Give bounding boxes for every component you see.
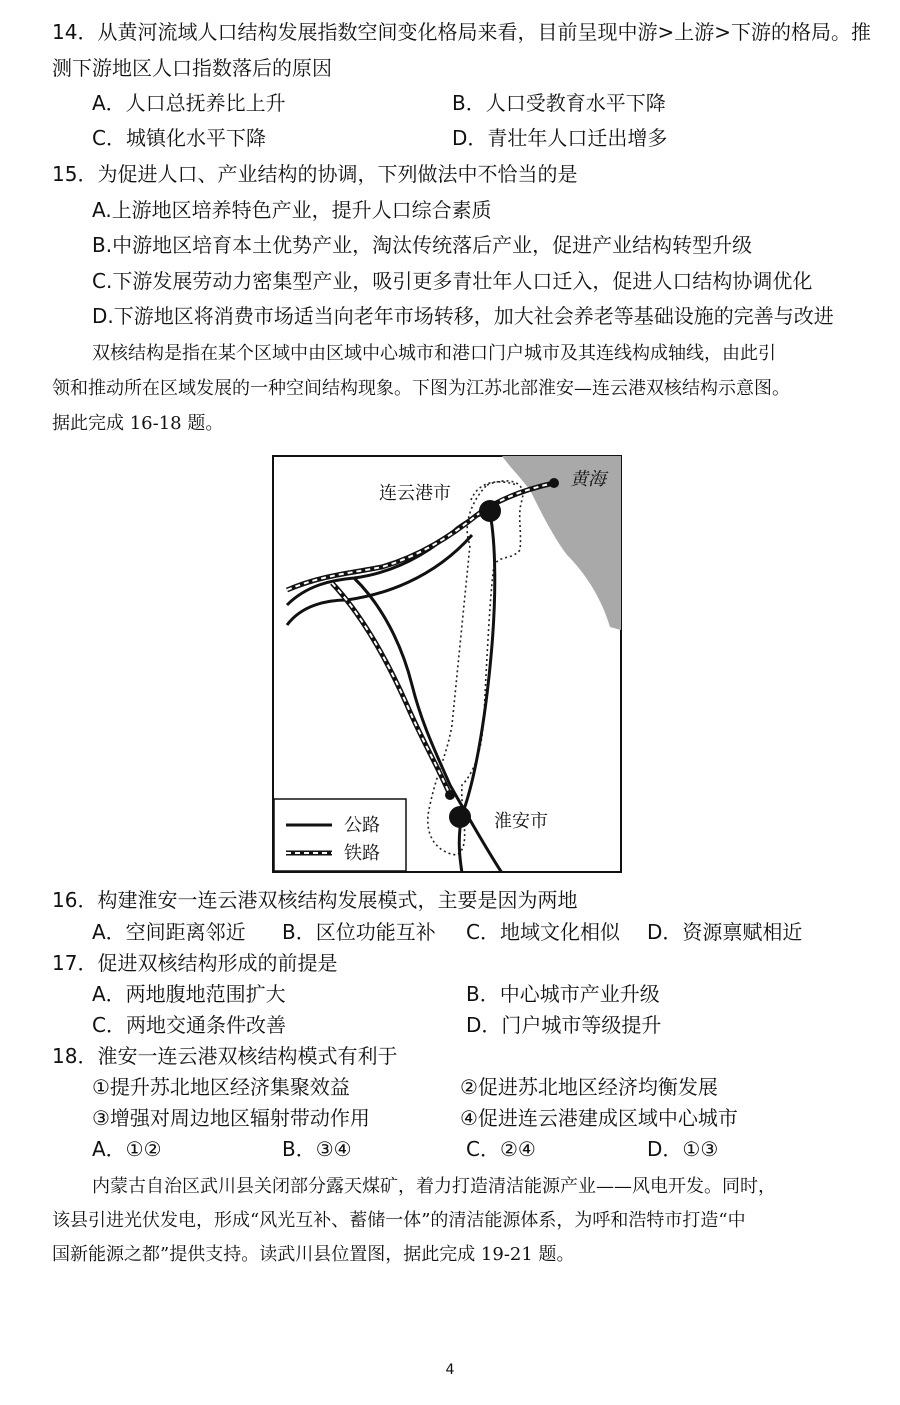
q18-item-3: ③增强对周边地区辐射带动作用 [92,1106,370,1130]
q18-item-1: ①提升苏北地区经济集聚效益 [92,1075,350,1099]
lianyungang-dot [479,500,501,522]
q16-option-d: D．资源禀赋相近 [647,920,803,944]
q14-option-c: C．城镇化水平下降 [92,126,266,150]
passage1-line1: 双核结构是指在某个区域中由区域中心城市和港口门户城市及其连线构成轴线，由此引 [92,343,776,364]
huaian-dot [449,806,471,828]
q18-option-b: B．③④ [282,1137,352,1161]
q16-option-c: C．地域文化相似 [466,920,620,944]
huaian-lianyungang-map [272,455,622,873]
q15-option-b: B.中游地区培育本土优势产业，淘汰传统落后产业，促进产业结构转型升级 [92,233,753,257]
q18-item-4: ④促进连云港建成区域中心城市 [460,1106,738,1130]
page-number: 4 [445,1362,455,1378]
q16-option-b: B．区位功能互补 [282,920,436,944]
map-legend [274,799,406,871]
label-yellow-sea: 黄海 [570,469,606,490]
passage2-line1: 内蒙古自治区武川县关闭部分露天煤矿，着力打造清洁能源产业——风电开发。同时， [92,1176,776,1197]
q17-option-d: D．门户城市等级提升 [466,1013,662,1037]
q16-option-a: A．空间距离邻近 [92,920,246,944]
passage1-line3: 据此完成 16-18 题。 [52,413,224,434]
label-huaian: 淮安市 [494,811,548,832]
passage2-line3: 国新能源之都”提供支持。读武川县位置图，据此完成 19-21 题。 [52,1244,575,1265]
q17-option-c: C．两地交通条件改善 [92,1013,286,1037]
label-lianyungang: 连云港市 [379,483,451,504]
passage2-line2: 该县引进光伏发电，形成“风光互补、蓄储一体”的清洁能源体系，为呼和浩特市打造“中 [52,1210,746,1231]
q14-option-b: B．人口受教育水平下降 [452,91,666,115]
q15-option-d: D.下游地区将消费市场适当向老年市场转移，加大社会养老等基础设施的完善与改进 [92,304,834,328]
q15-stem: 15．为促进人口、产业结构的协调，下列做法中不恰当的是 [52,162,578,186]
passage1-line2: 领和推动所在区域发展的一种空间结构现象。下图为江苏北部淮安—连云港双核结构示意图。 [52,378,790,399]
q14-option-d: D．青壮年人口迁出增多 [452,126,668,150]
q18-option-a: A．①② [92,1137,162,1161]
legend-road-label: 公路 [344,815,380,836]
q14-option-a: A．人口总抚养比上升 [92,91,286,115]
q14-stem-line1: 14．从黄河流域人口结构发展指数空间变化格局来看，目前呈现中游>上游>下游的格局。推 [52,20,871,44]
q17-option-a: A．两地腹地范围扩大 [92,982,286,1006]
q18-item-2: ②促进苏北地区经济均衡发展 [460,1075,718,1099]
q16-stem: 16．构建淮安一连云港双核结构发展模式，主要是因为两地 [52,888,578,912]
q17-stem: 17．促进双核结构形成的前提是 [52,951,338,975]
q14-stem-line2: 测下游地区人口指数落后的原因 [52,56,332,80]
port-dot [549,478,559,488]
huaian-station-dot [445,790,455,800]
q17-option-b: B．中心城市产业升级 [466,982,660,1006]
q18-option-c: C．②④ [466,1137,536,1161]
q18-option-d: D．①③ [647,1137,719,1161]
q18-stem: 18．淮安一连云港双核结构模式有利于 [52,1044,398,1068]
legend-rail-label: 铁路 [344,843,380,864]
q15-option-c: C.下游发展劳动力密集型产业，吸引更多青壮年人口迁入，促进人口结构协调优化 [92,269,813,293]
q15-option-a: A.上游地区培养特色产业，提升人口综合素质 [92,198,492,222]
